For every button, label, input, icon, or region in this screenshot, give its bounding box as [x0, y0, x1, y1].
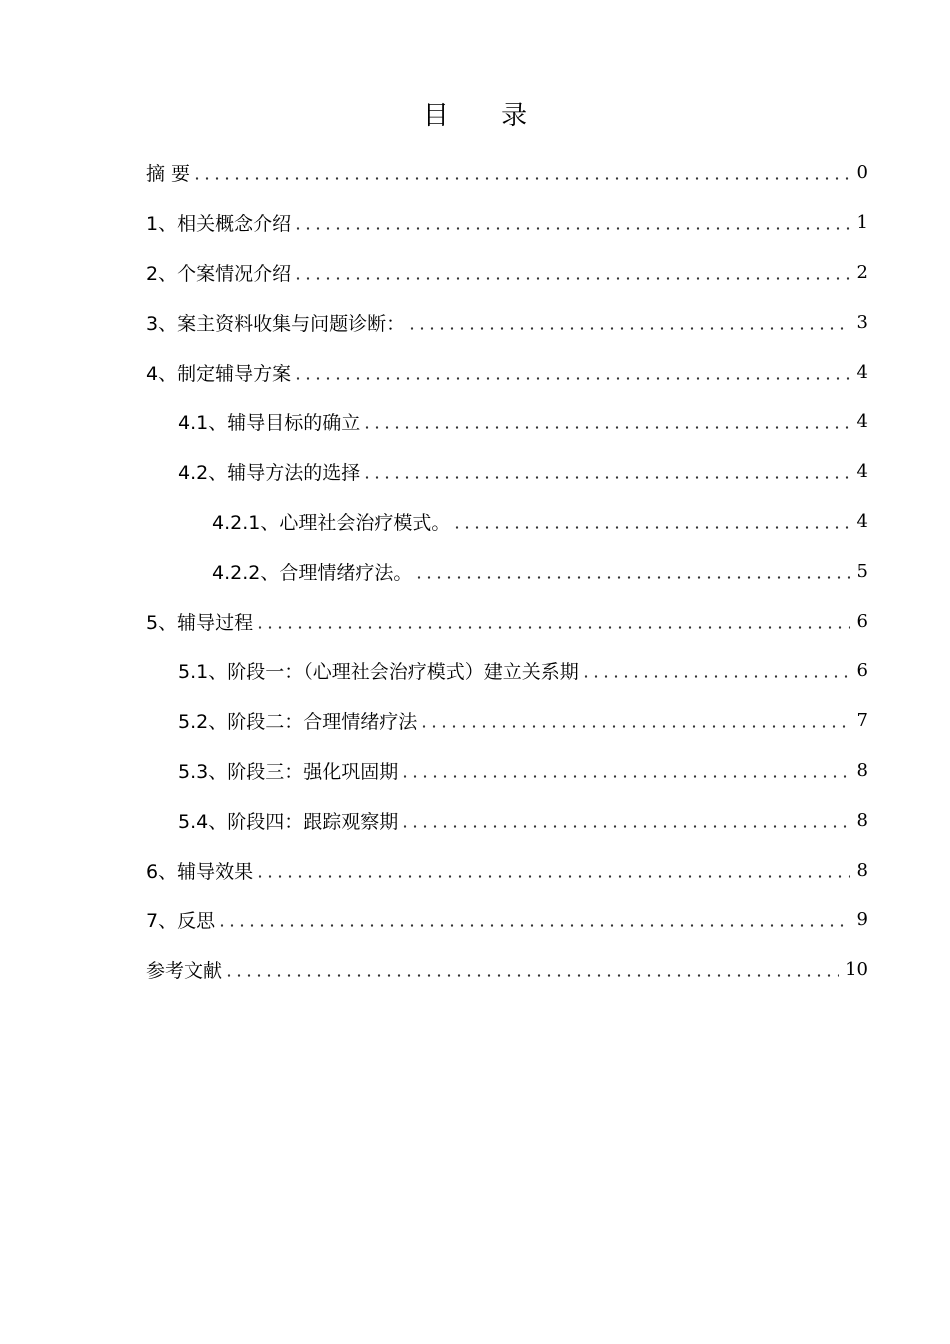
- toc-entry-label: 5.2、阶段二：合理情绪疗法: [178, 711, 418, 734]
- dot-leader: [362, 426, 850, 429]
- toc-entry-4-2[interactable]: [146, 447, 868, 497]
- dot-leader: [255, 875, 850, 878]
- toc-entry-label: 4.1、辅导目标的确立: [178, 412, 361, 435]
- toc-entry-label: 5.1、阶段一：（心理社会治疗模式）建立关系期: [178, 661, 579, 684]
- toc-entry-label: 4、制定辅导方案: [146, 362, 292, 385]
- toc-page-number: 3: [856, 311, 868, 333]
- dot-leader: [414, 576, 850, 579]
- toc-entry-5[interactable]: [146, 596, 868, 646]
- toc-page-number: 7: [856, 710, 868, 732]
- toc-page-number: 4: [856, 461, 868, 483]
- dot-leader: [192, 177, 850, 180]
- toc-page-number: 4: [856, 411, 868, 433]
- toc-entry-label: 3、案主资料收集与问题诊断：: [146, 312, 406, 335]
- toc-list: [146, 148, 868, 995]
- toc-page-number: 0: [856, 162, 868, 184]
- toc-entry-4-2-1[interactable]: [146, 497, 868, 547]
- toc-entry-label: 2、个案情况介绍: [146, 262, 292, 285]
- toc-entry-6[interactable]: [146, 845, 868, 895]
- toc-entry-label: 4.2.2、合理情绪疗法。: [212, 561, 413, 584]
- toc-entry-2[interactable]: [146, 248, 868, 298]
- dot-leader: [255, 626, 850, 629]
- toc-page-number: 1: [856, 212, 868, 234]
- toc-entry-5-2[interactable]: [146, 696, 868, 746]
- toc-page-number: 8: [856, 809, 868, 831]
- toc-title: 目 录: [422, 101, 550, 131]
- toc-page-number: 9: [856, 909, 868, 931]
- toc-page-number: 6: [856, 660, 868, 682]
- toc-entry-label: 4.2、辅导方法的选择: [178, 462, 361, 485]
- toc-page-number: 4: [856, 361, 868, 383]
- toc-entry-4[interactable]: [146, 347, 868, 397]
- dot-leader: [362, 476, 850, 479]
- toc-entry-label: 5.4、阶段四：跟踪观察期: [178, 810, 399, 833]
- toc-entry-7[interactable]: [146, 895, 868, 945]
- toc-entry-4-1[interactable]: [146, 397, 868, 447]
- toc-entry-5-4[interactable]: [146, 795, 868, 845]
- toc-entry-references[interactable]: [146, 945, 868, 995]
- toc-entry-label: 1、相关概念介绍: [146, 213, 292, 236]
- toc-entry-3[interactable]: [146, 297, 868, 347]
- dot-leader: [452, 526, 850, 529]
- toc-entry-label: 6、辅导效果: [146, 860, 254, 883]
- toc-page-number: 4: [856, 510, 868, 532]
- dot-leader: [581, 675, 850, 678]
- dot-leader: [293, 277, 850, 280]
- dot-leader: [293, 227, 850, 230]
- toc-page-number: 10: [845, 959, 868, 981]
- dot-leader: [293, 377, 850, 380]
- toc-entry-label: 4.2.1、心理社会治疗模式。: [212, 511, 451, 534]
- toc-entry-abstract[interactable]: [146, 148, 868, 198]
- toc-entry-5-1[interactable]: [146, 646, 868, 696]
- toc-entry-5-3[interactable]: [146, 746, 868, 796]
- dot-leader: [400, 775, 850, 778]
- dot-leader: [224, 974, 839, 977]
- toc-page-number: 8: [856, 759, 868, 781]
- toc-entry-label: 5.3、阶段三：强化巩固期: [178, 760, 399, 783]
- toc-entry-label: 7、反思: [146, 910, 216, 933]
- dot-leader: [407, 327, 850, 330]
- toc-entry-label: 5、辅导过程: [146, 611, 254, 634]
- toc-page-number: 8: [856, 859, 868, 881]
- toc-entry-4-2-2[interactable]: [146, 546, 868, 596]
- toc-page-number: 2: [856, 261, 868, 283]
- toc-entry-label: 摘 要: [146, 163, 191, 186]
- dot-leader: [400, 825, 850, 828]
- toc-entry-label: 参考文献: [146, 960, 223, 983]
- toc-page-number: 5: [856, 560, 868, 582]
- dot-leader: [217, 924, 850, 927]
- toc-page-number: 6: [856, 610, 868, 632]
- dot-leader: [419, 725, 850, 728]
- toc-entry-1[interactable]: [146, 198, 868, 248]
